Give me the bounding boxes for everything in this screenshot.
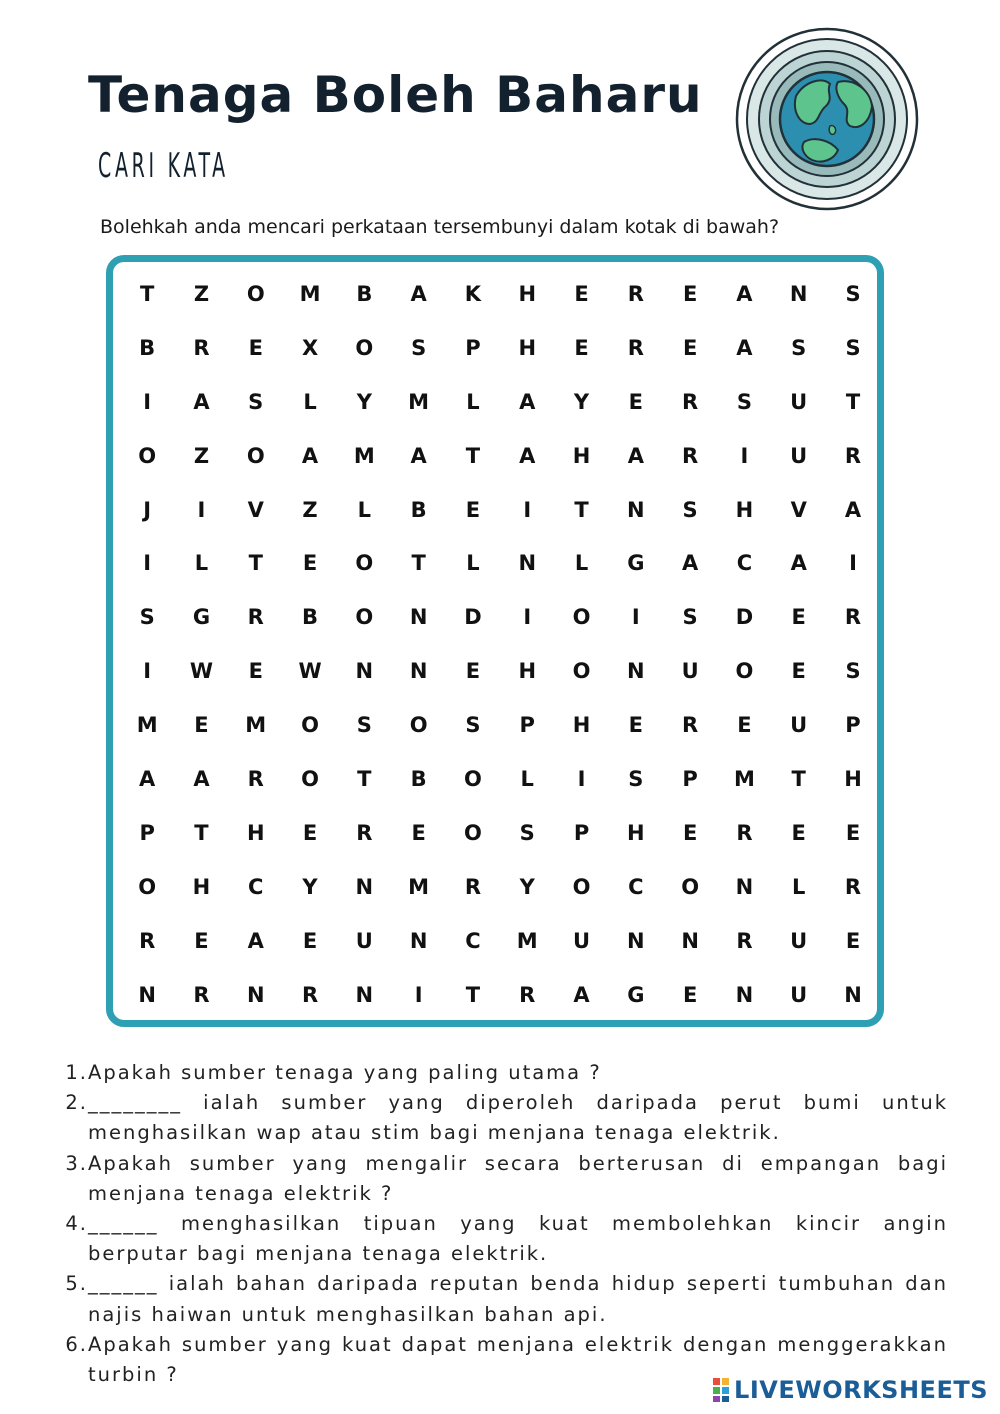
letter-cell[interactable]: L [466, 551, 480, 576]
letter-cell[interactable]: G [627, 551, 645, 576]
letter-cell[interactable]: B [139, 335, 156, 360]
question-number: 2. [65, 1091, 88, 1115]
letter-cell[interactable]: H [844, 766, 862, 791]
letter-cell[interactable]: P [573, 820, 590, 845]
letter-cell[interactable]: N [627, 497, 645, 522]
letter-cell[interactable]: E [845, 928, 861, 953]
question-item [62, 1209, 948, 1269]
letter-cell[interactable]: A [573, 982, 590, 1007]
globe-icon [734, 26, 920, 212]
letter-cell[interactable]: R [682, 389, 699, 414]
letter-cell[interactable]: E [302, 551, 318, 576]
question-text: Apakah sumber yang mengalir secara berterusan di empangan bagi menjana tenaga elektrik ? [88, 1151, 948, 1205]
letter-cell[interactable]: N [409, 605, 428, 630]
letter-cell[interactable]: R [844, 443, 862, 468]
letter-cell[interactable]: N [627, 928, 645, 953]
letter-cell[interactable]: I [523, 497, 532, 522]
question-item [62, 1269, 948, 1329]
letter-cell[interactable]: A [410, 443, 427, 468]
letter-cell[interactable]: O [355, 605, 374, 630]
letter-cell[interactable]: E [302, 928, 318, 953]
question-text: Apakah sumber tenaga yang paling utama ? [88, 1061, 602, 1084]
letter-cell[interactable]: L [792, 874, 806, 899]
letter-cell[interactable]: Y [302, 874, 318, 899]
letter-cell[interactable]: N [681, 928, 699, 953]
letter-cell[interactable]: E [737, 713, 752, 738]
letter-cell[interactable]: T [791, 766, 806, 791]
letter-cell[interactable]: Z [193, 443, 210, 468]
letter-cell[interactable]: R [193, 982, 210, 1007]
letter-cell[interactable]: S [628, 766, 644, 791]
question-text: ______ ialah bahan daripada reputan benda hidup seperti tumbuhan dan najis haiwan untuk menghasilkan bahan api. [88, 1272, 948, 1326]
letter-cell[interactable]: G [627, 982, 645, 1007]
letter-cell[interactable]: N [844, 982, 862, 1007]
question-text: Apakah sumber yang kuat dapat menjana elektrik dengan menggerakkan turbin ? [88, 1332, 948, 1387]
letter-cell[interactable]: B [410, 497, 427, 522]
letter-cell[interactable]: R [301, 982, 319, 1007]
logo-text: LIVEWORKSHEETS [734, 1376, 988, 1404]
letter-cell[interactable]: O [464, 820, 482, 845]
letter-cell[interactable]: H [572, 713, 591, 738]
letter-cell[interactable]: Y [573, 389, 590, 414]
letter-cell[interactable]: A [193, 766, 210, 791]
letter-cell[interactable]: E [302, 820, 318, 845]
letter-cell[interactable]: U [355, 928, 373, 953]
letter-cell[interactable]: B [356, 281, 373, 306]
letter-cell[interactable]: L [303, 389, 317, 414]
letter-cell[interactable]: X [301, 335, 319, 360]
letter-cell[interactable]: E [194, 928, 209, 953]
letter-cell[interactable]: A [139, 766, 156, 791]
letter-cell[interactable]: U [572, 928, 591, 953]
letter-cell[interactable]: A [247, 928, 264, 953]
letter-cell[interactable]: N [138, 982, 156, 1007]
letter-cell[interactable]: A [736, 281, 753, 306]
letter-cell[interactable]: S [845, 659, 861, 684]
letter-cell[interactable]: I [849, 551, 857, 576]
letter-cell[interactable]: O [301, 713, 319, 738]
letter-cell[interactable]: T [194, 820, 209, 845]
letter-cell[interactable]: M [408, 389, 430, 414]
question-number: 5. [65, 1272, 88, 1296]
letter-cell[interactable]: E [682, 820, 698, 845]
liveworksheets-logo-icon [712, 1377, 730, 1403]
letter-cell[interactable]: S [411, 335, 427, 360]
letter-cell[interactable]: S [845, 281, 861, 306]
letter-cell[interactable]: P [465, 335, 481, 360]
letter-cell[interactable]: N [409, 659, 428, 684]
letter-cell[interactable]: E [248, 659, 263, 684]
letter-cell[interactable]: L [520, 766, 534, 791]
letter-cell[interactable]: O [138, 443, 157, 468]
page-subtitle: CARI KATA [98, 146, 229, 186]
letter-cell[interactable]: P [845, 713, 861, 738]
letter-cell[interactable]: U [790, 982, 808, 1007]
letter-cell[interactable]: T [248, 551, 263, 576]
letter-cell[interactable]: H [518, 335, 537, 360]
question-item [62, 1149, 948, 1209]
letter-cell[interactable]: L [466, 389, 480, 414]
letter-cell[interactable]: S [248, 389, 264, 414]
letter-cell[interactable]: N [246, 982, 265, 1007]
letter-cell[interactable]: Y [519, 874, 535, 899]
letter-cell[interactable]: I [414, 982, 423, 1007]
letter-cell[interactable]: A [790, 551, 807, 576]
letter-cell[interactable]: C [248, 874, 264, 899]
letter-cell[interactable]: N [627, 659, 645, 684]
question-list [62, 1058, 948, 1390]
letter-cell[interactable]: O [355, 551, 374, 576]
letter-cell[interactable]: W [298, 659, 322, 684]
letter-cell[interactable]: O [681, 874, 700, 899]
letter-cell[interactable]: I [197, 497, 206, 522]
letter-cell[interactable]: M [245, 713, 267, 738]
letter-cell[interactable]: A [301, 443, 319, 468]
letter-cell[interactable]: R [736, 928, 753, 953]
letter-cell[interactable]: O [464, 766, 482, 791]
letter-cell[interactable]: A [410, 281, 427, 306]
instruction-text: Bolehkah anda mencari perkataan tersembunyi dalam kotak di bawah? [100, 216, 780, 238]
question-number: 3. [65, 1151, 88, 1175]
letter-cell[interactable]: E [465, 659, 481, 684]
letter-cell[interactable]: C [736, 551, 753, 576]
letter-cell[interactable]: H [735, 497, 754, 522]
letter-cell[interactable]: O [301, 766, 319, 791]
letter-cell[interactable]: S [682, 605, 698, 630]
letter-cell[interactable]: R [247, 605, 264, 630]
letter-cell[interactable]: N [518, 551, 537, 576]
question-item [62, 1088, 948, 1148]
letter-cell[interactable]: T [465, 982, 481, 1007]
letter-cell[interactable]: I [143, 389, 152, 414]
letter-cell[interactable]: S [845, 335, 861, 360]
letter-cell[interactable]: M [733, 766, 755, 791]
letter-cell[interactable]: N [735, 874, 754, 899]
letter-cell[interactable]: H [627, 820, 645, 845]
letter-cell[interactable]: M [516, 928, 538, 953]
letter-cell[interactable]: A [519, 443, 536, 468]
letter-cell[interactable]: R [356, 820, 373, 845]
letter-cell[interactable]: N [355, 659, 374, 684]
letter-cell[interactable]: V [247, 497, 264, 522]
letter-cell[interactable]: S [139, 605, 155, 630]
letter-cell[interactable]: R [736, 820, 753, 845]
letter-cell[interactable]: N [409, 928, 428, 953]
letter-cell[interactable]: E [628, 713, 643, 738]
letter-cell[interactable]: E [791, 820, 806, 845]
letter-cell[interactable]: E [845, 820, 861, 845]
letter-cell[interactable]: A [681, 551, 699, 576]
letter-cell[interactable]: E [411, 820, 426, 845]
letter-cell[interactable]: C [628, 874, 644, 899]
letter-cell[interactable]: T [411, 551, 426, 576]
letter-cell[interactable]: S [519, 820, 535, 845]
question-item [62, 1058, 948, 1088]
letter-cell[interactable]: Z [302, 497, 318, 522]
letter-cell[interactable]: M [408, 874, 430, 899]
letter-cell[interactable]: C [465, 928, 481, 953]
letter-cell[interactable]: T [574, 497, 589, 522]
letter-cell[interactable]: P [682, 766, 698, 791]
letter-cell[interactable]: T [845, 389, 861, 414]
letter-cell[interactable]: R [627, 281, 644, 306]
letter-cell[interactable]: T [357, 766, 372, 791]
letter-cell[interactable]: W [189, 659, 214, 684]
letter-cell[interactable]: R [682, 713, 699, 738]
letter-cell[interactable]: K [464, 281, 482, 306]
letter-cell[interactable]: E [791, 659, 806, 684]
letter-cell[interactable]: T [465, 443, 481, 468]
letter-cell[interactable]: J [143, 497, 152, 522]
letter-cell[interactable]: A [193, 389, 210, 414]
letter-cell[interactable]: N [355, 874, 374, 899]
liveworksheets-logo [712, 1374, 988, 1406]
letter-cell[interactable]: R [464, 874, 482, 899]
letter-cell[interactable]: S [465, 713, 481, 738]
letter-cell[interactable]: M [136, 713, 158, 738]
letter-cell[interactable]: T [139, 281, 155, 306]
letter-cell[interactable]: R [139, 928, 156, 953]
letter-cell[interactable]: L [357, 497, 372, 522]
letter-cell[interactable]: S [682, 497, 698, 522]
letter-cell[interactable]: I [631, 605, 640, 630]
question-text: ______ menghasilkan tipuan yang kuat membolehkan kincir angin berputar bagi menjana tenaga elektrik. [88, 1212, 948, 1266]
letter-cell[interactable]: O [735, 659, 754, 684]
letter-cell[interactable]: O [355, 335, 374, 360]
letter-cell[interactable]: R [193, 335, 210, 360]
letter-cell[interactable]: S [356, 713, 372, 738]
letter-cell[interactable]: M [299, 281, 321, 306]
letter-cell[interactable]: L [194, 551, 209, 576]
letter-cell[interactable]: H [518, 281, 537, 306]
letter-cell[interactable]: P [519, 713, 535, 738]
letter-cell[interactable]: D [464, 605, 482, 630]
letter-cell[interactable]: A [519, 389, 536, 414]
letter-cell[interactable]: L [574, 551, 589, 576]
letter-cell[interactable]: B [302, 605, 319, 630]
letter-cell[interactable]: E [465, 497, 481, 522]
letter-cell[interactable]: E [248, 335, 263, 360]
letter-cell[interactable]: S [791, 335, 807, 360]
letter-cell[interactable]: U [790, 928, 808, 953]
letter-cell[interactable]: N [789, 281, 808, 306]
letter-cell[interactable]: A [736, 335, 753, 360]
letter-cell[interactable]: S [736, 389, 752, 414]
letter-cell[interactable]: O [572, 659, 591, 684]
letter-cell[interactable]: E [628, 389, 643, 414]
letter-cell[interactable]: O [572, 605, 591, 630]
letter-cell[interactable]: A [844, 497, 862, 522]
letter-cell[interactable]: I [740, 443, 749, 468]
letter-cell[interactable]: H [518, 659, 537, 684]
question-number: 1. [65, 1061, 88, 1084]
letter-cell[interactable]: N [735, 982, 754, 1007]
letter-cell[interactable]: Y [356, 389, 372, 414]
letter-cell[interactable]: I [577, 766, 586, 791]
letter-cell[interactable]: E [682, 335, 698, 360]
letter-cell[interactable]: H [192, 874, 211, 899]
letter-cell[interactable]: Z [193, 281, 210, 306]
letter-cell[interactable]: R [844, 605, 862, 630]
letter-cell[interactable]: V [790, 497, 807, 522]
letter-cell[interactable]: R [247, 766, 264, 791]
letter-cell[interactable]: N [355, 982, 374, 1007]
letter-cell[interactable]: E [682, 281, 698, 306]
letter-cell[interactable]: I [523, 605, 532, 630]
letter-cell[interactable]: U [681, 659, 699, 684]
letter-cell[interactable]: D [735, 605, 754, 630]
letter-cell[interactable]: H [246, 820, 265, 845]
letter-cell[interactable]: O [138, 874, 157, 899]
letter-cell[interactable]: O [409, 713, 428, 738]
letter-cell[interactable]: P [139, 820, 155, 845]
letter-cell[interactable]: M [353, 443, 375, 468]
letter-cell[interactable]: U [790, 443, 808, 468]
letter-cell[interactable]: R [519, 982, 536, 1007]
letter-cell[interactable]: O [572, 874, 591, 899]
word-search-grid[interactable] [120, 267, 880, 1021]
question-number: 6. [65, 1332, 88, 1356]
letter-cell[interactable]: E [574, 281, 589, 306]
letter-cell[interactable]: R [682, 443, 699, 468]
page-title: Tenaga Boleh Baharu [88, 66, 703, 124]
letter-cell[interactable]: I [143, 551, 152, 576]
letter-cell[interactable]: G [192, 605, 211, 630]
letter-cell[interactable]: E [791, 605, 806, 630]
letter-cell[interactable]: B [410, 766, 427, 791]
letter-cell[interactable]: U [790, 389, 808, 414]
letter-cell[interactable]: E [574, 335, 589, 360]
letter-cell[interactable]: U [790, 713, 808, 738]
letter-cell[interactable]: I [143, 659, 152, 684]
letter-cell[interactable]: H [572, 443, 591, 468]
letter-cell[interactable]: O [246, 281, 265, 306]
letter-cell[interactable]: A [627, 443, 644, 468]
letter-cell[interactable]: O [246, 443, 265, 468]
question-text: ________ ialah sumber yang diperoleh daripada perut bumi untuk menghasilkan wap atau stim bagi menjana tenaga elektrik. [88, 1091, 948, 1145]
letter-cell[interactable]: R [627, 335, 644, 360]
letter-cell[interactable]: E [194, 713, 209, 738]
letter-cell[interactable]: R [844, 874, 862, 899]
letter-cell[interactable]: E [682, 982, 698, 1007]
question-number: 4. [65, 1212, 88, 1236]
